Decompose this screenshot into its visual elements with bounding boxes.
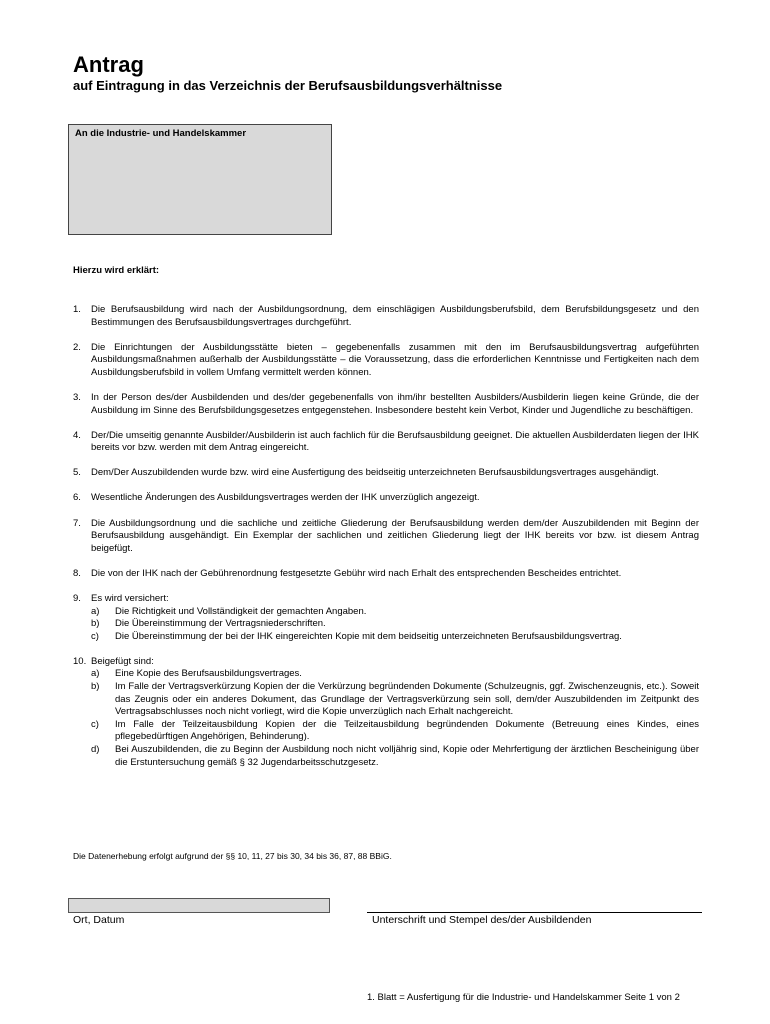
- document-title: Antrag: [73, 52, 144, 77]
- declaration-item-4: [73, 430, 699, 455]
- sub-item: [91, 719, 699, 744]
- declaration-item-3: [73, 392, 699, 417]
- declaration-item-8: [73, 568, 699, 581]
- sub-item-letter: a): [91, 668, 100, 680]
- page-footer: 1. Blatt = Ausfertigung für die Industrie- und Handelskammer Seite 1 von 2: [367, 992, 680, 1003]
- item-text: Die Ausbildungsordnung und die sachliche und zeitliche Gliederung der Berufsausbildung werden dem/der Auszubildenden mit Beginn der Berufsausbildung ausgehändigt. Ein Exemplar der sachlichen und zeitlichen Gliederung liegt der IHK bereits vor bzw. ist diesem Antrag beigefügt.: [91, 517, 699, 554]
- sub-item-text: Eine Kopie des Berufsausbildungsvertrages.: [115, 668, 302, 680]
- item-number: 10.: [73, 655, 87, 667]
- sub-item: [91, 618, 699, 631]
- sub-item-letter: b): [91, 680, 100, 692]
- sub-item-letter: c): [91, 630, 99, 642]
- sub-item-text: Bei Auszubildenden, die zu Beginn der Ausbildung noch nicht volljährig sind, Kopie oder Mehrfertigung der ärztlichen Bescheinigung über die Erstuntersuchung gemäß § 32 Jugendarbeitsschutzgesetz.: [115, 743, 699, 768]
- declaration-item-6: [73, 492, 699, 505]
- sub-item-text: Die Übereinstimmung der Vertragsniederschriften.: [115, 618, 326, 630]
- item-number: 6.: [73, 492, 81, 504]
- item-text: Die von der IHK nach der Gebührenordnung festgesetzte Gebühr wird nach Erhalt des entsprechenden Bescheides entrichtet.: [91, 567, 622, 579]
- item-text: Wesentliche Änderungen des Ausbildungsvertrages werden der IHK unverzüglich angezeigt.: [91, 492, 480, 504]
- signature-label: Unterschrift und Stempel des/der Ausbildenden: [372, 914, 592, 926]
- item-number: 4.: [73, 429, 81, 441]
- sub-item-text: Im Falle der Vertragsverkürzung Kopien der die Verkürzung begründenden Dokumente (Schulzeugnis, ggf. Zwischenzeugnis, etc.). Soweit das Zeugnis oder ein anderes Dokument, das Grundlage der Vertragsverkürzung sein soll, dem/der Auszubildenden im Zeitpunkt des Vertragsabschlusses noch nicht vorliegt, wird die Kopie unverzüglich nach Erhalt nachgereicht.: [115, 680, 699, 718]
- address-box-label: An die Industrie- und Handelskammer: [75, 128, 247, 139]
- item-number: 8.: [73, 567, 81, 579]
- item-number: 1.: [73, 304, 81, 315]
- sub-item-letter: c): [91, 718, 99, 730]
- address-box[interactable]: [68, 124, 332, 235]
- sub-item: [91, 744, 699, 769]
- sub-item-text: Die Übereinstimmung der bei der IHK eingereichten Kopie mit dem beidseitig unterzeichneten Berufsausbildungsvertrag.: [115, 630, 622, 642]
- sub-list: [91, 606, 699, 644]
- legal-footnote: Die Datenerhebung erfolgt aufgrund der §§ 10, 11, 27 bis 30, 34 bis 36, 87, 88 BBiG.: [73, 851, 392, 861]
- item-text: Dem/Der Auszubildenden wurde bzw. wird eine Ausfertigung des beidseitig unterzeichneten Berufsausbildungsvertrages ausgehändigt.: [91, 467, 659, 479]
- declaration-item-2: [73, 342, 699, 380]
- item-text: In der Person des/der Ausbildenden und des/der gegebenenfalls von ihm/ihr bestellten Ausbilders/Ausbilderin liegen keine Gründe, die der Ausbildung im Sinne des Berufsbildungsgesetzes entgegenstehen. Insbesondere besteht kein Verbot, Kinder und Jugendliche zu beschäftigen.: [91, 391, 699, 416]
- item-number: 7.: [73, 517, 81, 529]
- place-date-field[interactable]: [68, 898, 330, 913]
- item-text: Der/Die umseitig genannte Ausbilder/Ausbilderin ist auch fachlich für die Berufsausbildung geeignet. Die aktuellen Ausbilderdaten liegen der IHK bereits vor bzw. werden mit dem Antrag eingereicht.: [91, 429, 699, 454]
- item-number: 2.: [73, 341, 81, 353]
- declaration-item-7: [73, 518, 699, 556]
- item-text: Beigefügt sind:: [91, 655, 154, 667]
- item-text: Die Berufsausbildung wird nach der Ausbildungsordnung, dem einschlägigen Ausbildungsberufsbild, dem Berufsbildungsgesetz und den Bestimmungen des Berufsausbildungsvertrages durchgeführt.: [91, 304, 699, 328]
- declaration-item-1: [73, 304, 699, 329]
- document-subtitle: auf Eintragung in das Verzeichnis der Berufsausbildungsverhältnisse: [73, 78, 503, 93]
- declaration-item-5: [73, 467, 699, 480]
- item-number: 3.: [73, 391, 81, 403]
- sub-item-letter: d): [91, 743, 100, 755]
- item-text: Es wird versichert:: [91, 592, 169, 604]
- declaration-item-10: [73, 656, 699, 769]
- sub-item: [91, 606, 699, 619]
- sub-item: [91, 631, 699, 644]
- declaration-item-9: [73, 593, 699, 643]
- item-number: 9.: [73, 592, 81, 604]
- signature-line[interactable]: [367, 912, 702, 913]
- item-number: 5.: [73, 467, 81, 479]
- declaration-list: [73, 304, 699, 782]
- sub-item-letter: b): [91, 618, 100, 630]
- sub-item-text: Im Falle der Teilzeitausbildung Kopien der die Teilzeitausbildung begründenden Dokumente (Betreuung eines Kindes, eines pflegebedürftigen Angehörigen, Behinderung).: [115, 718, 699, 743]
- sub-list: [91, 668, 699, 769]
- sub-item-letter: a): [91, 605, 100, 617]
- intro-heading: Hierzu wird erklärt:: [73, 265, 160, 276]
- sub-item: [91, 681, 699, 719]
- place-date-label: Ort, Datum: [73, 914, 125, 926]
- sub-item: [91, 668, 699, 681]
- sub-item-text: Die Richtigkeit und Vollständigkeit der gemachten Angaben.: [115, 605, 367, 617]
- item-text: Die Einrichtungen der Ausbildungsstätte bieten – gegebenenfalls zusammen mit den im Berufsausbildungsvertrag aufgeführten Ausbildungsmaßnahmen außerhalb der Ausbildungsstätte – die Voraussetzung, dass die erforderlichen Kenntnisse und Fertigkeiten nach dem Ausbildungsberufsbild in vollem Umfang vermittelt werden können.: [91, 341, 699, 378]
